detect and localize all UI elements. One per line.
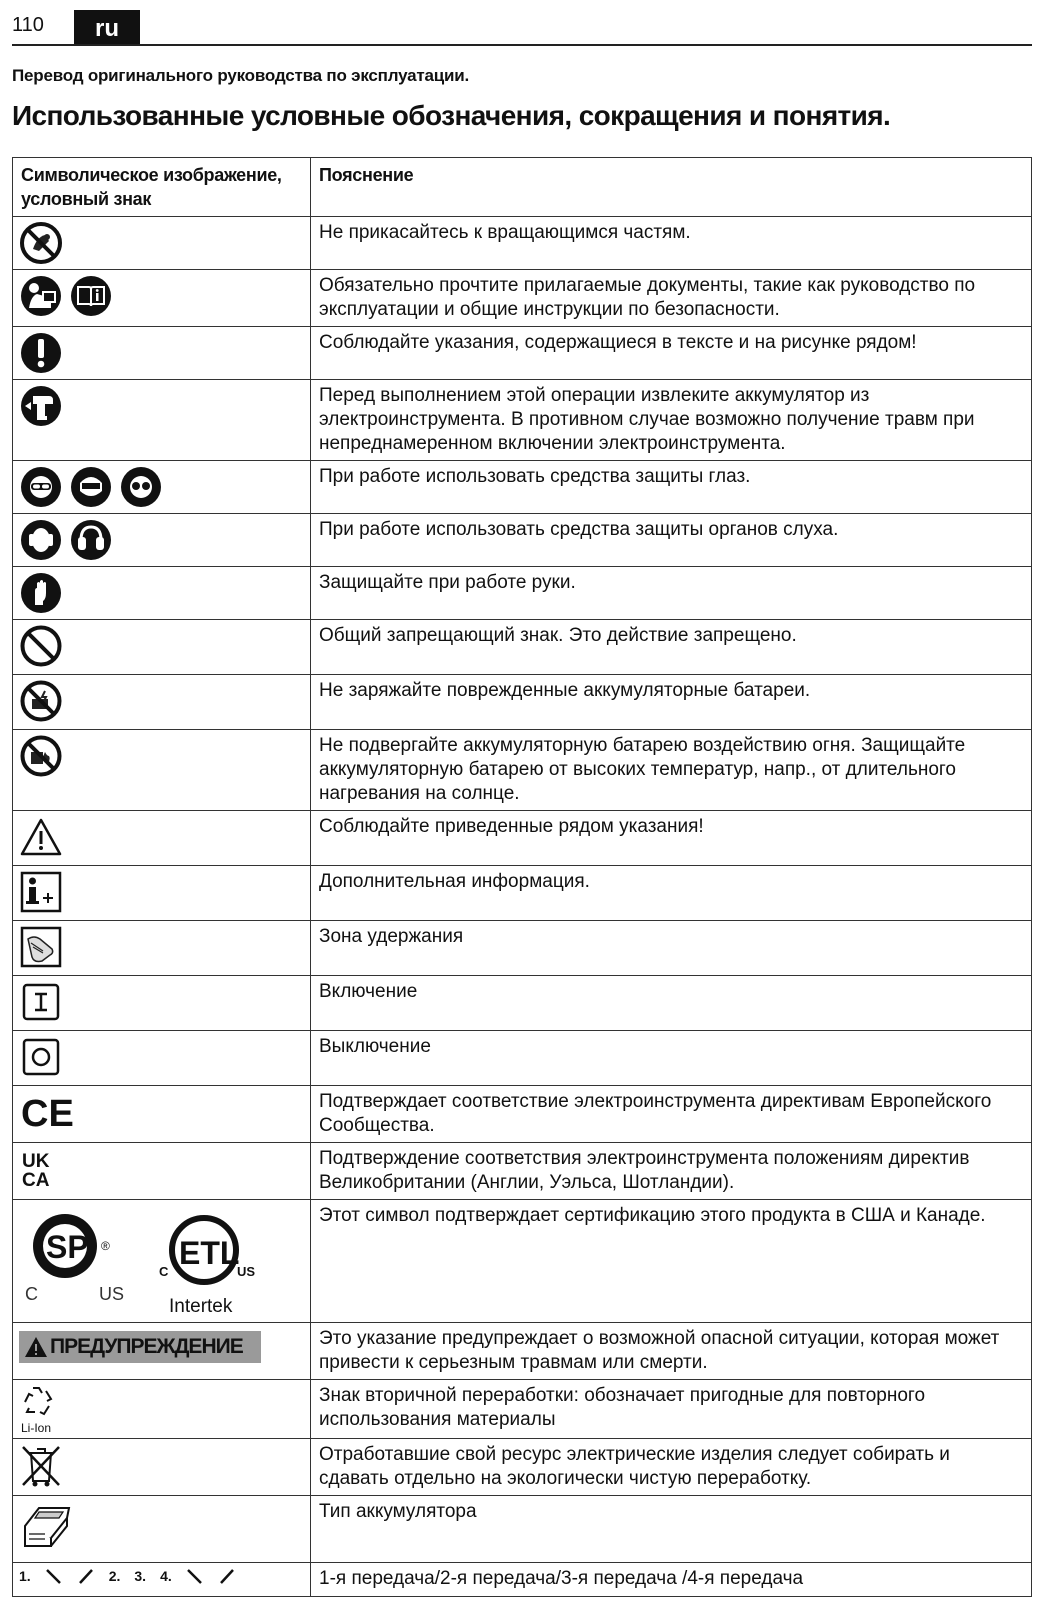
table-row: [13, 976, 1032, 1031]
explanation-text: Перед выполнением этой операции извлеките аккумулятор из электроинструмента. В противном случае возможно получение травм при непреднамеренном включении электроинструмента.: [311, 380, 1032, 461]
table-row: [13, 461, 1032, 514]
etl-label: ETL: [179, 1235, 240, 1271]
csa-us-label: US: [99, 1284, 125, 1304]
gear-2-label: 2.: [108, 1568, 121, 1584]
csa-mark-icon: [19, 1208, 129, 1308]
intertek-label: Intertek: [169, 1296, 233, 1317]
explanation-text: Не заряжайте поврежденные аккумуляторные батареи.: [311, 675, 1032, 730]
warning-triangle-icon: [19, 815, 63, 859]
power-on-icon: [19, 980, 63, 1024]
ear-muffs-icon: [69, 518, 113, 562]
language-tab: ru: [74, 10, 140, 44]
explanation-text: При работе использовать средства защиты глаз.: [311, 461, 1032, 514]
grip-zone-icon: [19, 925, 63, 969]
ce-mark-icon: [19, 1090, 74, 1135]
table-row: [13, 380, 1032, 461]
warning-word: ПРЕДУПРЕЖДЕНИЕ: [50, 1335, 243, 1358]
table-row: [13, 1200, 1032, 1323]
table-row: [13, 620, 1032, 675]
explanation-text: 1-я передача/2-я передача/3-я передача /4-я передача: [311, 1563, 1032, 1597]
table-row: [13, 1380, 1032, 1439]
table-row: [13, 1496, 1032, 1563]
explanation-text: Выключение: [311, 1031, 1032, 1086]
weee-bin-icon: [19, 1443, 63, 1489]
no-touch-rotating-icon: [19, 221, 63, 265]
ce-label: CE: [21, 1093, 74, 1135]
no-fire-battery-icon: [19, 734, 63, 778]
csa-label: SP: [46, 1229, 89, 1265]
explanation-text: Зона удержания: [311, 921, 1032, 976]
warning-triangle-small-icon: [24, 1336, 48, 1358]
manual-book-icon: [69, 274, 113, 318]
explanation-text: Тип аккумулятора: [311, 1496, 1032, 1563]
section-title: Использованные условные обозначения, сокращения и понятия.: [12, 100, 891, 131]
table-row: [13, 1143, 1032, 1200]
no-charge-damaged-battery-icon: [19, 679, 63, 723]
explanation-text: Этот символ подтверждает сертификацию этого продукта в США и Канаде.: [311, 1200, 1032, 1323]
explanation-text: При работе использовать средства защиты органов слуха.: [311, 514, 1032, 567]
table-row: [13, 866, 1032, 921]
ukca-label-ca: CA: [22, 1170, 50, 1191]
table-row: [13, 1031, 1032, 1086]
face-shield-icon: [69, 465, 113, 509]
svg-text:®: ®: [101, 1239, 110, 1253]
explanation-text: Обязательно прочтите прилагаемые документы, такие как руководство по эксплуатации и общие инструкции по безопасности.: [311, 270, 1032, 327]
explanation-text: Знак вторичной переработки: обозначает пригодные для повторного использования материалы: [311, 1380, 1032, 1439]
gear-1-icon: [45, 1567, 63, 1585]
prohibition-icon: [19, 624, 63, 668]
explanation-text: Защищайте при работе руки.: [311, 567, 1032, 620]
page-header: [12, 10, 1032, 46]
explanation-text: Соблюдайте приведенные рядом указания!: [311, 811, 1032, 866]
table-row: [13, 730, 1032, 811]
page-number: 110: [12, 14, 44, 36]
explanation-text: Подтверждение соответствия электроинструмента положениям директив Великобритании (Англии, Уэльса, Шотландии).: [311, 1143, 1032, 1200]
gear-1-label: 1.: [19, 1568, 31, 1584]
gloves-icon: [19, 571, 63, 615]
remove-battery-icon: [19, 384, 63, 428]
explanation-text: Подтверждает соответствие электроинструмента директивам Европейского Сообщества.: [311, 1086, 1032, 1143]
table-row: [13, 1323, 1032, 1380]
table-row: [13, 811, 1032, 866]
read-manual-icon: [19, 274, 63, 318]
table-row: [13, 1563, 1032, 1597]
column-header-symbol: Символическое изображение, условный знак: [13, 158, 311, 217]
document-subtitle: Перевод оригинального руководства по эксплуатации.: [12, 66, 470, 85]
explanation-text: Общий запрещающий знак. Это действие запрещено.: [311, 620, 1032, 675]
table-row: [13, 921, 1032, 976]
table-row: [13, 217, 1032, 270]
explanation-text: Включение: [311, 976, 1032, 1031]
table-row: [13, 1086, 1032, 1143]
battery-pack-icon: [19, 1500, 79, 1558]
info-plus-icon: [19, 870, 63, 914]
etl-us-label: US: [237, 1264, 256, 1279]
explanation-text: Это указание предупреждает о возможной опасной ситуации, которая может привести к серьезным травмам или смерти.: [311, 1323, 1032, 1380]
explanation-text: Не прикасайтесь к вращающимся частям.: [311, 217, 1032, 270]
safety-goggles-icon: [19, 465, 63, 509]
symbols-table: [12, 157, 1032, 1597]
explanation-text: Не подвергайте аккумуляторную батарею воздействию огня. Защищайте аккумуляторную батарею от высоких температур, напр., от длительного нагревания на солнце.: [311, 730, 1032, 811]
recycling-li-ion-icon: [19, 1384, 65, 1434]
table-header-row: [13, 158, 1032, 217]
gear-4-label: 4.: [160, 1568, 172, 1584]
ear-protection-icon: [19, 518, 63, 562]
etl-c-label: C: [159, 1264, 169, 1279]
ukca-label-uk: UK: [22, 1151, 50, 1172]
gear-2-icon: [77, 1567, 95, 1585]
exclamation-icon: [19, 331, 63, 375]
table-row: [13, 270, 1032, 327]
gear-3-label: 3.: [134, 1568, 147, 1584]
table-row: [13, 327, 1032, 380]
power-off-icon: [19, 1035, 63, 1079]
ukca-mark-icon: [19, 1147, 63, 1191]
etl-mark-icon: [159, 1208, 259, 1318]
explanation-text: Дополнительная информация.: [311, 866, 1032, 921]
explanation-text: Отработавшие свой ресурс электрические изделия следует собирать и сдавать отдельно на экологически чистую переработку.: [311, 1439, 1032, 1496]
gear-4-icon: [218, 1567, 236, 1585]
warning-label-icon: [19, 1331, 261, 1363]
li-ion-label: Li-Ion: [21, 1421, 52, 1435]
table-row: [13, 675, 1032, 730]
table-row: [13, 567, 1032, 620]
table-row: [13, 1439, 1032, 1496]
table-row: [13, 514, 1032, 567]
gear-3-icon: [186, 1567, 204, 1585]
column-header-explanation: Пояснение: [311, 158, 1032, 217]
csa-c-label: C: [25, 1284, 38, 1304]
safety-glasses-icon: [119, 465, 163, 509]
explanation-text: Соблюдайте указания, содержащиеся в тексте и на рисунке рядом!: [311, 327, 1032, 380]
